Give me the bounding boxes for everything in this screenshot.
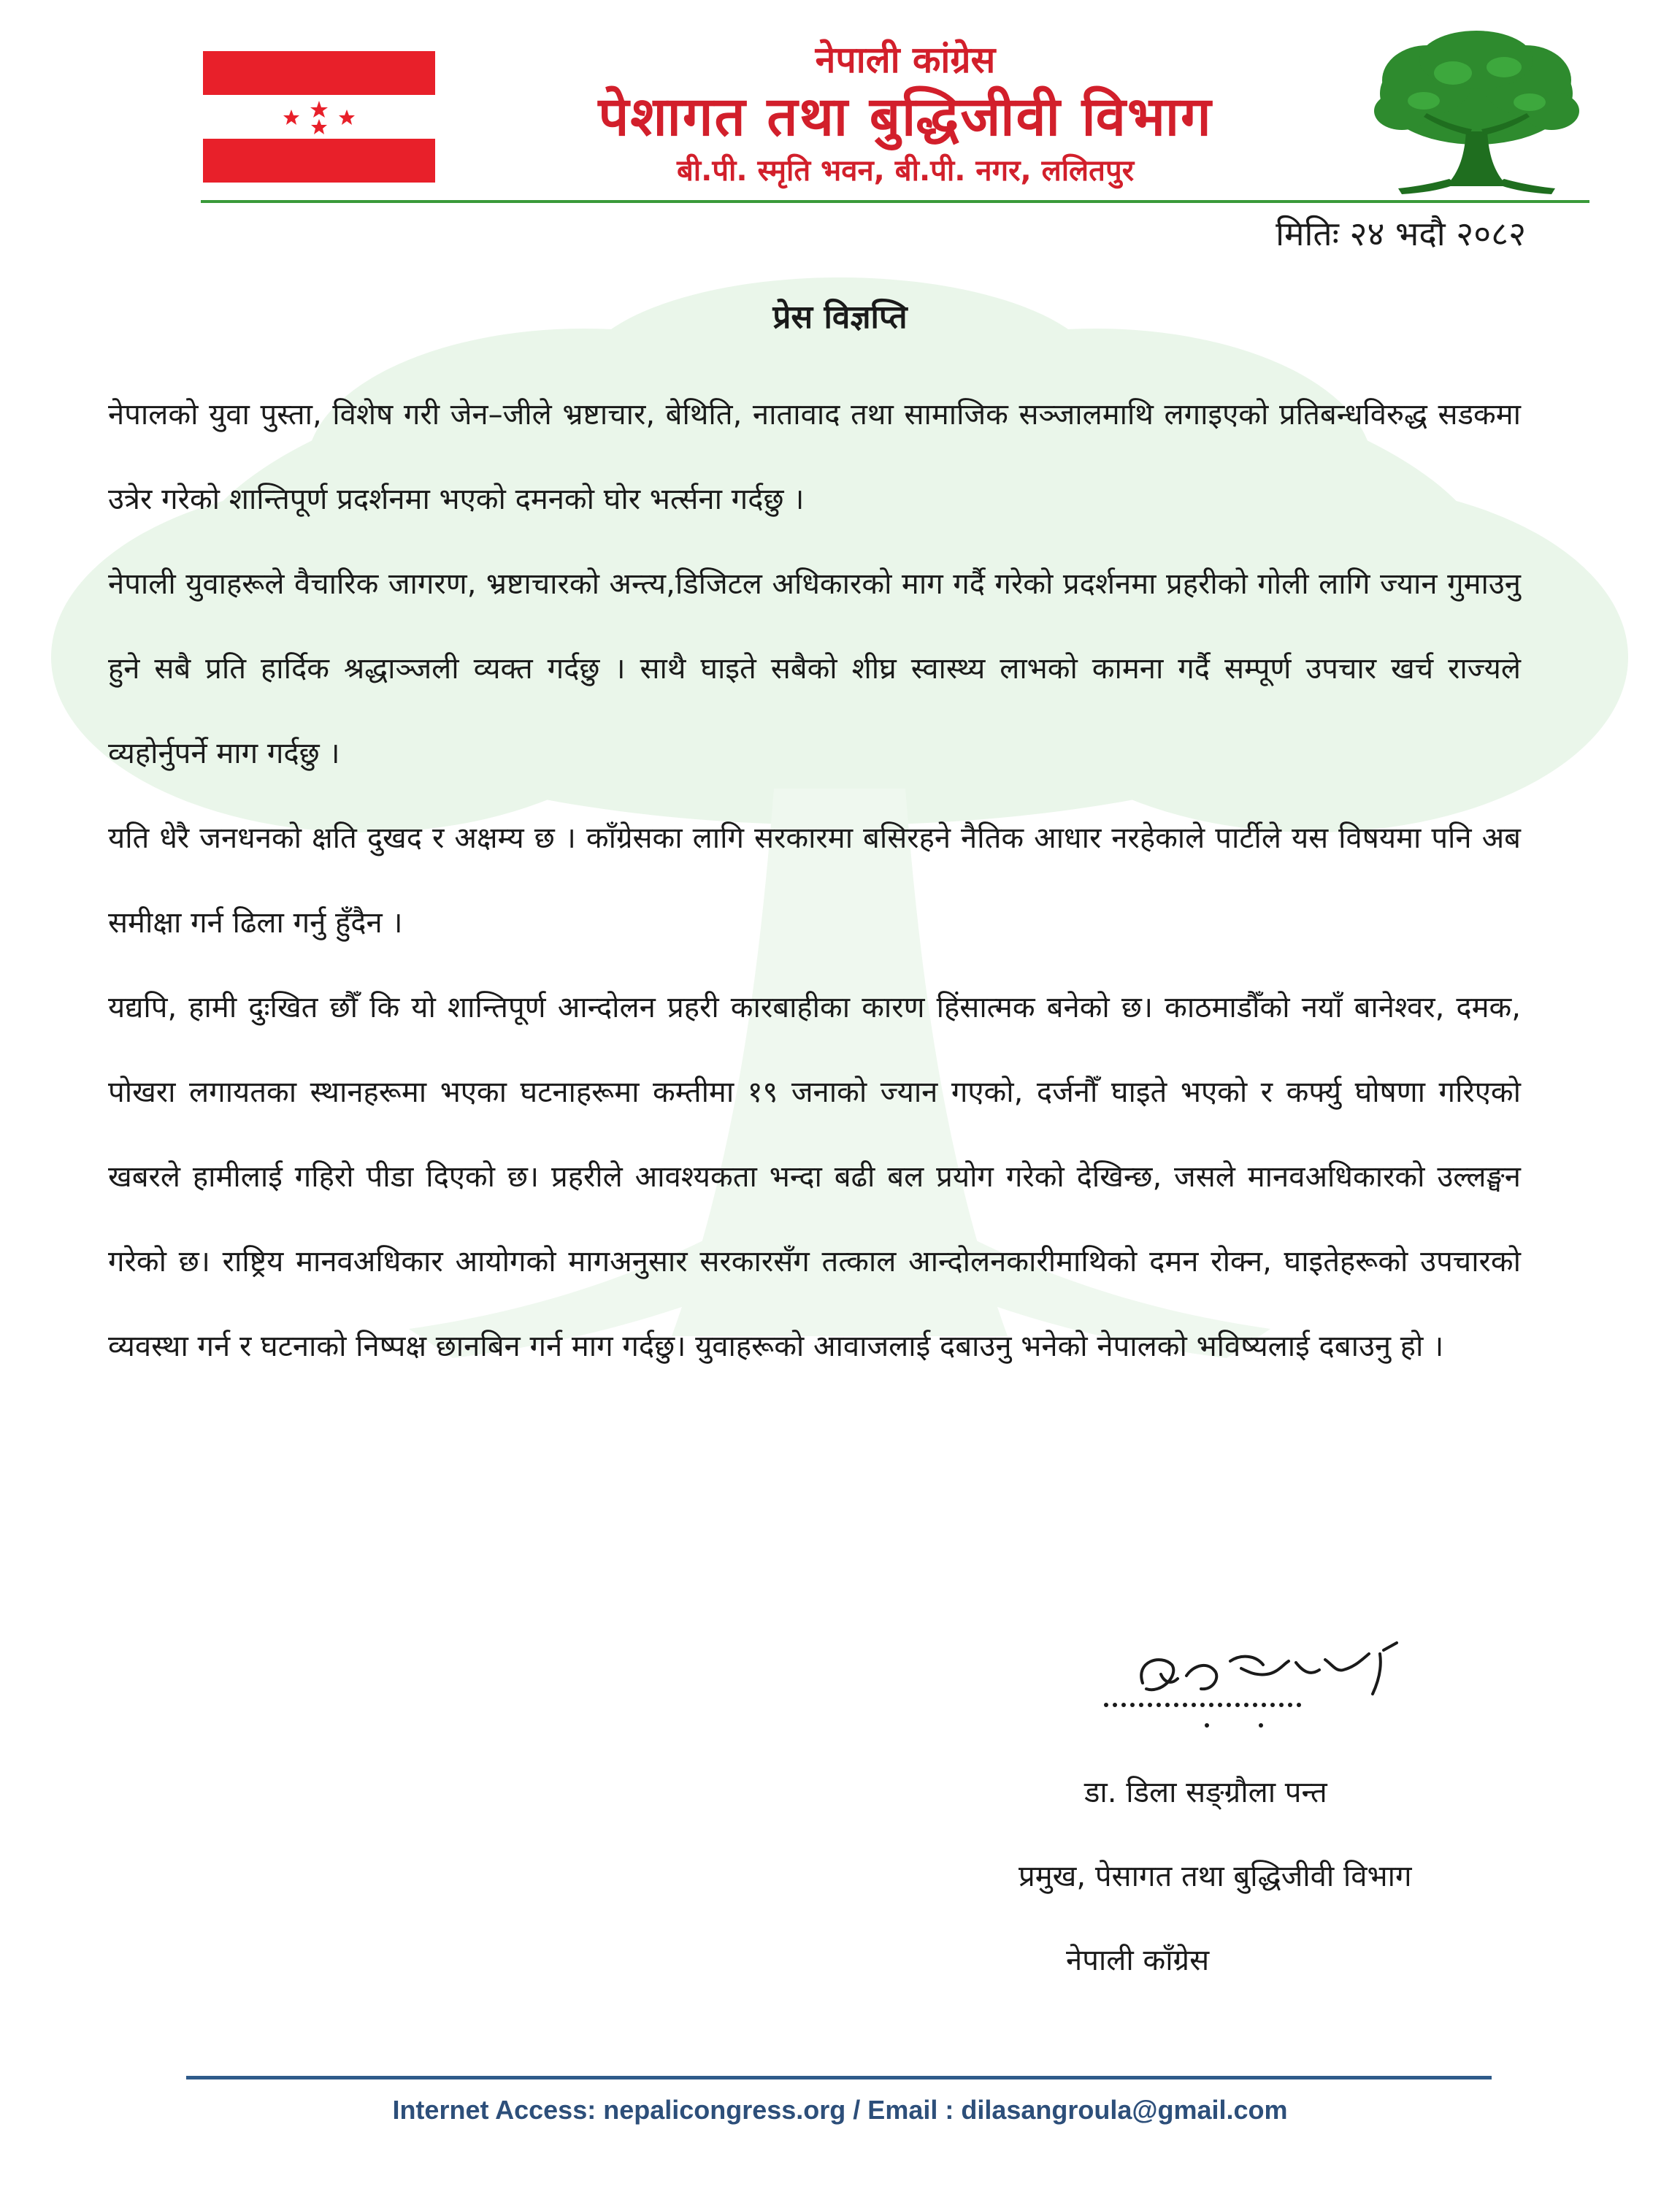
document-body <box>108 372 1521 1389</box>
paragraph-4: यद्यपि, हामी दुःखित छौँ कि यो शान्तिपूर्ण आन्दोलन प्रहरी कारबाहीका कारण हिंसात्मक बनेको छ। काठमाडौँको नयाँ बानेश्वर, दमक, पोखरा लगायतका स्थानहरूमा भएका घटनाहरूमा कम्तीमा १९ जनाको ज्यान गएको, दर्जनौँ घाइते भएको र कर्फ्यु घोषणा गरिएको खबरले हामीलाई गहिरो पीडा दिएको छ। प्रहरीले आवश्यकता भन्दा बढी बल प्रयोग गरेको देखिन्छ, जसले मानवअधिकारको उल्लङ्घन गरेको छ। राष्ट्रिय मानवअधिकार आयोगको मागअनुसार सरकारसँग तत्काल आन्दोलनकारीमाथिको दमन रोक्न, घाइतेहरूको उपचारको व्यवस्था गर्न र घटनाको निष्पक्ष छानबिन गर्न माग गर्दछु। युवाहरूको आवाजलाई दबाउनु भनेको नेपालको भविष्यलाई दबाउनु हो । <box>108 991 1521 1363</box>
tree-logo-icon <box>1373 29 1581 201</box>
signatory-party: नेपाली काँग्रेस <box>1066 1944 1210 1977</box>
org-name: नेपाली कांग्रेस <box>815 39 996 81</box>
header-divider <box>201 200 1589 203</box>
signatory-title: प्रमुख, पेसागत तथा बुद्धिजीवी विभाग <box>1019 1860 1412 1893</box>
paragraph-3: यति धेरै जनधनको क्षति दुखद र अक्षम्य छ । काँग्रेसका लागि सरकारमा बसिरहने नैतिक आधार नरहेकाले पार्टीले यस विषयमा पनि अब समीक्षा गर्न ढिला गर्नु हुँदैन । <box>108 821 1521 940</box>
footer-contact: Internet Access: nepalicongress.org / Email : dilasangroula@gmail.com <box>392 2095 1288 2125</box>
handwritten-signature <box>1092 1632 1416 1734</box>
document-date: मितिः २४ भदौ २०८२ <box>1276 214 1526 253</box>
document-title: प्रेस विज्ञप्ति <box>772 299 908 336</box>
signatory-name: डा. डिला सङ्ग्रौला पन्त <box>1084 1776 1327 1809</box>
department-name: पेशागत तथा बुद्धिजीवी विभाग <box>598 85 1213 148</box>
paragraph-1: नेपालको युवा पुस्ता, विशेष गरी जेन–जीले भ्रष्टाचार, बेथिति, नातावाद तथा सामाजिक सञ्जालमाथि लगाइएको प्रतिबन्धविरुद्ध सडकमा उत्रेर गरेको शान्तिपूर्ण प्रदर्शनमा भएको दमनको घोर भर्त्सना गर्दछु । <box>108 398 1521 516</box>
party-flag-icon <box>203 51 435 183</box>
paragraph-2: नेपाली युवाहरूले वैचारिक जागरण, भ्रष्टाचारको अन्त्य,डिजिटल अधिकारको माग गर्दै गरेको प्रदर्शनमा प्रहरीको गोली लागि ज्यान गुमाउनु हुने सबै प्रति हार्दिक श्रद्धाञ्जली व्यक्त गर्दछु । साथै घाइते सबैको शीघ्र स्वास्थ्य लाभको कामना गर्दै सम्पूर्ण उपचार खर्च राज्यले व्यहोर्नुपर्ने माग गर्दछु । <box>108 567 1521 770</box>
org-address: बी.पी. स्मृति भवन, बी.पी. नगर, ललितपुर <box>676 154 1135 188</box>
footer-divider <box>186 2076 1492 2079</box>
organization-header <box>453 37 1358 191</box>
